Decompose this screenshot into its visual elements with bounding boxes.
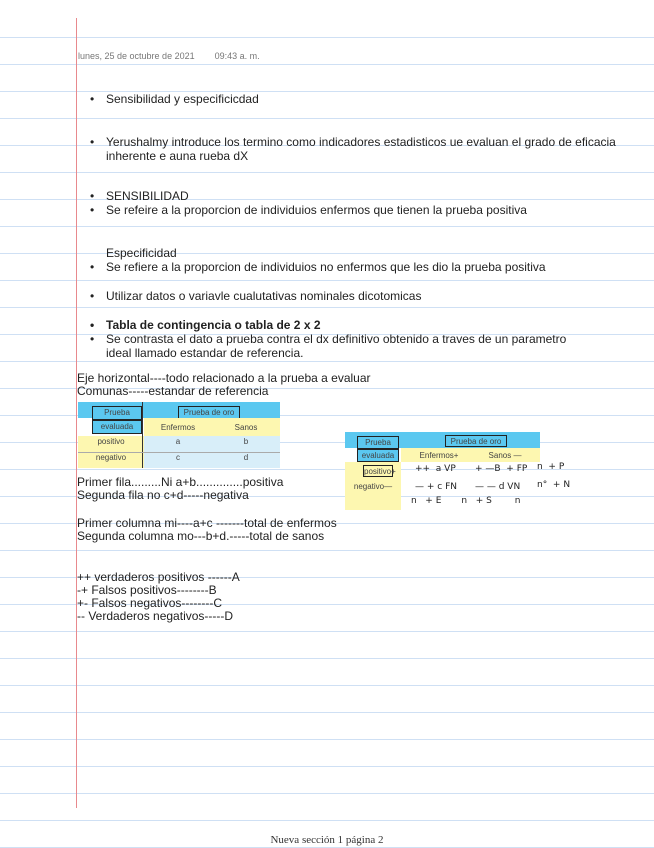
bullet-list-2 [90,135,620,163]
bullet-list-3 [90,189,620,217]
bullet-list-6 [90,318,620,360]
page-margin-line [76,18,77,808]
text-line: Comunas-----estandar de referencia [77,384,269,398]
text-line: Primer fila.........Ni a+b..............positiva [77,475,284,489]
table-header-left-2: evaluada [92,420,142,434]
table-cell-a: ++ a VP [415,464,456,474]
bullet-item: • Tabla de contingencia o tabla de 2 x 2 [90,318,620,332]
text-line: Segunda columna mo---b+d.-----total de sanos [77,529,325,543]
page-footer: Nueva sección 1 página 2 [270,834,384,846]
table-cell-c: c [144,452,212,468]
table-divider [142,402,143,468]
text-line: -+ Falsos positivos--------B [77,583,217,597]
table-col-sanos: Sanos [234,423,258,432]
table-divider [78,452,280,453]
bullet-item: • Se refiere a la proporcion de individuios no enfermos que les dio la prueba positiva [90,260,620,274]
bullet-list-1 [90,92,620,106]
text-line: Primer columna mi----a+c -------total de enfermos [77,516,337,530]
table-row-negativo: negativo— [353,482,393,491]
table-row-positivo: positivo+ [364,467,396,476]
table-cell-b: b [212,436,280,452]
note-date: lunes, 25 de octubre de 2021 [78,51,195,61]
bullet-item: • Utilizar datos o variavle cualutativas nominales dicotomicas [90,289,620,303]
note-time: 09:43 a. m. [214,51,260,61]
table-header-left-1: Prueba [92,406,142,420]
table-col-enfermos: Enfermos [160,423,196,432]
section-heading: Especificidad [106,246,177,260]
table-row-negativo: negativo [78,452,144,468]
text-line: Segunda fila no c+d-----negativa [77,488,249,502]
table-header-left-1: Prueba [357,436,399,449]
table-cell-d: — — d VN [475,482,521,492]
table-row-positivo: positivo [78,436,144,452]
bullet-list-4 [90,246,620,274]
note-timestamp [78,51,260,61]
contingency-table-2 [345,432,570,510]
bullet-item: • SENSIBILIDAD [90,189,620,203]
table-totals-row: n + E n + S n [411,496,521,506]
text-line: -- Verdaderos negativos-----D [77,609,234,623]
text-line: Eje horizontal----todo relacionado a la prueba a evaluar [77,371,371,385]
bullet-item: • Se refeire a la proporcion de individuios enfermos que tienen la prueba positiva [90,203,620,217]
bullet-item: • Sensibilidad y especificicdad [90,92,620,106]
table-header-right: Prueba de oro [178,406,240,419]
table-cell-d: d [212,452,280,468]
contingency-table-1 [78,402,280,468]
bullet-item: • Yerushalmy introduce los termino como indicadores estadisticos ue evaluan el grado de eficacia inherente e auna rueba dX [90,135,620,163]
table-col-sanos: Sanos — [488,451,522,460]
text-line: +- Falsos negativos--------C [77,596,223,610]
bullet-list-5 [90,289,620,303]
bullet-item: • Se contrasta el dato a prueba contra el dx definitivo obtenido a traves de un parametro ideal llamado estandar de referencia. [90,332,586,360]
table-cell-c: — + c FN [415,482,457,492]
table-col-enfermos: Enfermos+ [419,451,459,460]
table-cell-a: a [144,436,212,452]
text-line: ++ verdaderos positivos ------A [77,570,240,584]
table-header-right: Prueba de oro [445,435,507,447]
table-cell-b: + —B + FP [475,464,528,474]
table-total-negativos: n° + N [537,480,571,490]
table-total-positivos: n + P [537,462,565,472]
table-header-left-2: evaluada [357,449,399,462]
